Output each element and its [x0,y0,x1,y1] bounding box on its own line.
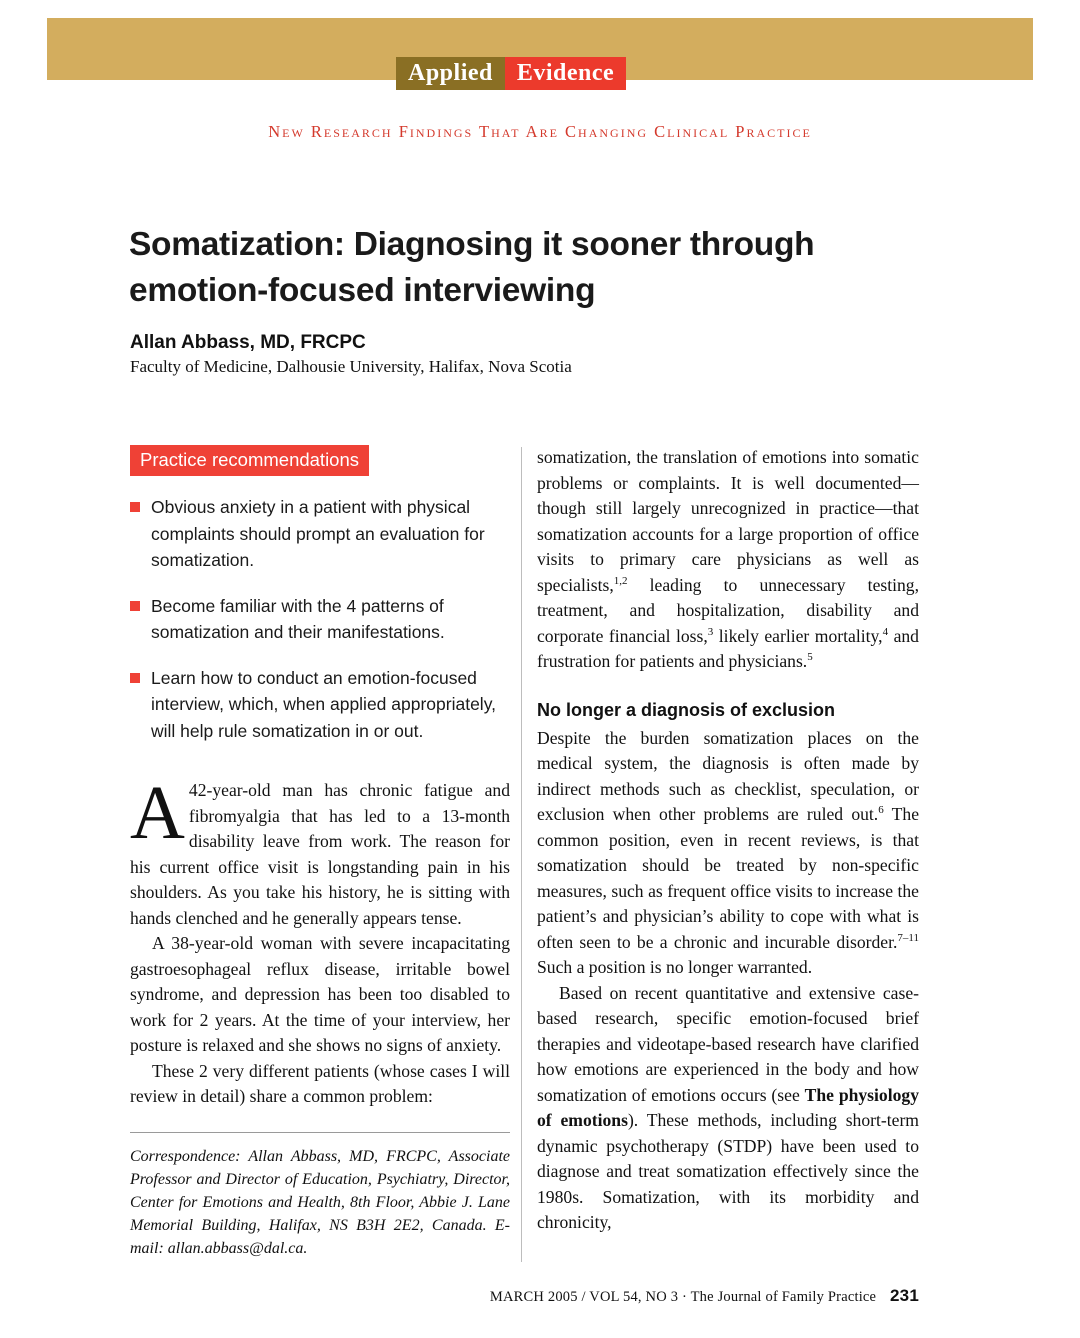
body-paragraph-6 [537,981,919,1236]
footer-separator: · [682,1289,688,1305]
paragraph-segment: and frustration for patients and physicians. [537,625,919,671]
list-item: Become familiar with the 4 patterns of somatization and their manifestations. [130,593,510,646]
left-column [130,445,510,1260]
body-paragraph-1 [130,771,510,931]
paragraph-text: A 38-year-old woman with severe incapacitating gastroesophageal reflux disease, irritable bowel syndrome, and depression has been too disabled to work for 2 years. At the time of your interview, her posture is relaxed and she shows no signs of anxiety. [130,933,510,1055]
correspondence-note: Correspondence: Allan Abbass, MD, FRCPC, Associate Professor and Director of Education, Psychiatry, Director, Center for Emotions and Health, 8th Floor, Abbie J. Lane Memorial Building, Halifax, NS B3H 2E2, Canada. E-mail: allan.abbass@dal.ca. [130,1147,510,1257]
logo-applied-text: Applied [396,57,505,90]
paragraph-text: These 2 very different patients (whose cases I will review in detail) share a common problem: [130,1060,510,1106]
article-affiliation: Faculty of Medicine, Dalhousie University, Halifax, Nova Scotia [130,357,572,376]
correspondence-rule [130,1132,510,1133]
citation-ref: 6 [878,804,884,817]
sidebar-reference: The physiology of emotions [537,1084,919,1130]
article-author: Allan Abbass, MD, FRCPC [130,332,366,353]
citation-ref: 7–11 [897,931,919,944]
citation-ref: 5 [807,651,813,664]
paragraph-text [537,981,919,1236]
list-item: Obvious anxiety in a patient with physical complaints should prompt an evaluation for somatization. [130,494,510,574]
paragraph-segment: Such a position is no longer warranted. [537,957,813,977]
citation-ref: 1,2 [613,574,628,587]
body-paragraph-5 [537,726,919,981]
list-item: Learn how to conduct an emotion-focused interview, which, when applied appropriately, will help rule somatization in or out. [130,665,510,745]
footer-issue: MARCH 2005 / VOL 54, NO 3 [489,1289,679,1305]
journal-tagline: New Research Findings That Are Changing Clinical Practice [268,122,812,141]
citation-ref: 3 [707,625,714,638]
paragraph-segment: likely earlier mortality, [713,625,883,646]
paragraph-segment: ). These methods, including short-term dynamic psychotherapy (STDP) have been used to diagnose and treat somatization effectively since the 1980s. Somatization, with its morbidity and chronicity, [537,1110,919,1232]
practice-recommendations-list [130,494,510,744]
paragraph-segment: Based on recent quantitative and extensive case-based research, specific emotion-focused brief therapies and videotape-based research have clarified how emotions are experienced in the body and how somatization of emotions occurs (see [537,982,919,1105]
page-footer [0,1286,1080,1306]
citation-ref: 4 [882,625,889,638]
section-heading: No longer a diagnosis of exclusion [537,699,836,720]
paragraph-segment: leading to unnecessary testing, treatment, and hospitalization, disability and corporate financial loss, [537,574,919,646]
page-title: Somatization: Diagnosing it sooner through emotion-focused interviewing [129,226,815,309]
drop-cap: A [130,771,185,855]
paragraph-segment: somatization, the translation of emotions into somatic problems or complaints. It is well documented—though still largely unrecognized in practice—that somatization accounts for a large proportion of office visits to primary care physicians as well as specialists, [537,447,919,595]
body-paragraph-2 [130,931,510,1059]
column-divider [521,447,522,1262]
paragraph-text [537,726,919,981]
paragraph-text: 42-year-old man has chronic fatigue and fibromyalgia that has led to a 13-month disability leave from work. The reason for his current office visit is longstanding pain in his shoulders. As you take his history, he is sitting with hands clenched and he generally appears tense. [130,780,510,928]
footer-journal-name: The Journal of Family Practice [690,1289,877,1305]
paragraph-text [537,445,919,675]
body-paragraph-4 [537,445,919,675]
logo-evidence-text: Evidence [505,57,626,90]
footer-page-number: 231 [890,1286,919,1305]
paragraph-segment: Despite the burden somatization places on the medical system, the diagnosis is often made by indirect methods such as checklist, speculation, or exclusion when other problems are ruled out. [537,727,919,824]
body-paragraph-3 [130,1059,510,1110]
practice-recommendations-heading: Practice recommendations [130,445,369,476]
paragraph-segment: The common position, even in recent reviews, is that somatization should be treated by non-specific measures, such as frequent office visits to increase the patient’s and physician’s ability to cope with what is often seen to be a chronic and incurable disorder. [537,804,920,952]
right-column [537,445,919,1236]
applied-evidence-logo [396,57,626,90]
